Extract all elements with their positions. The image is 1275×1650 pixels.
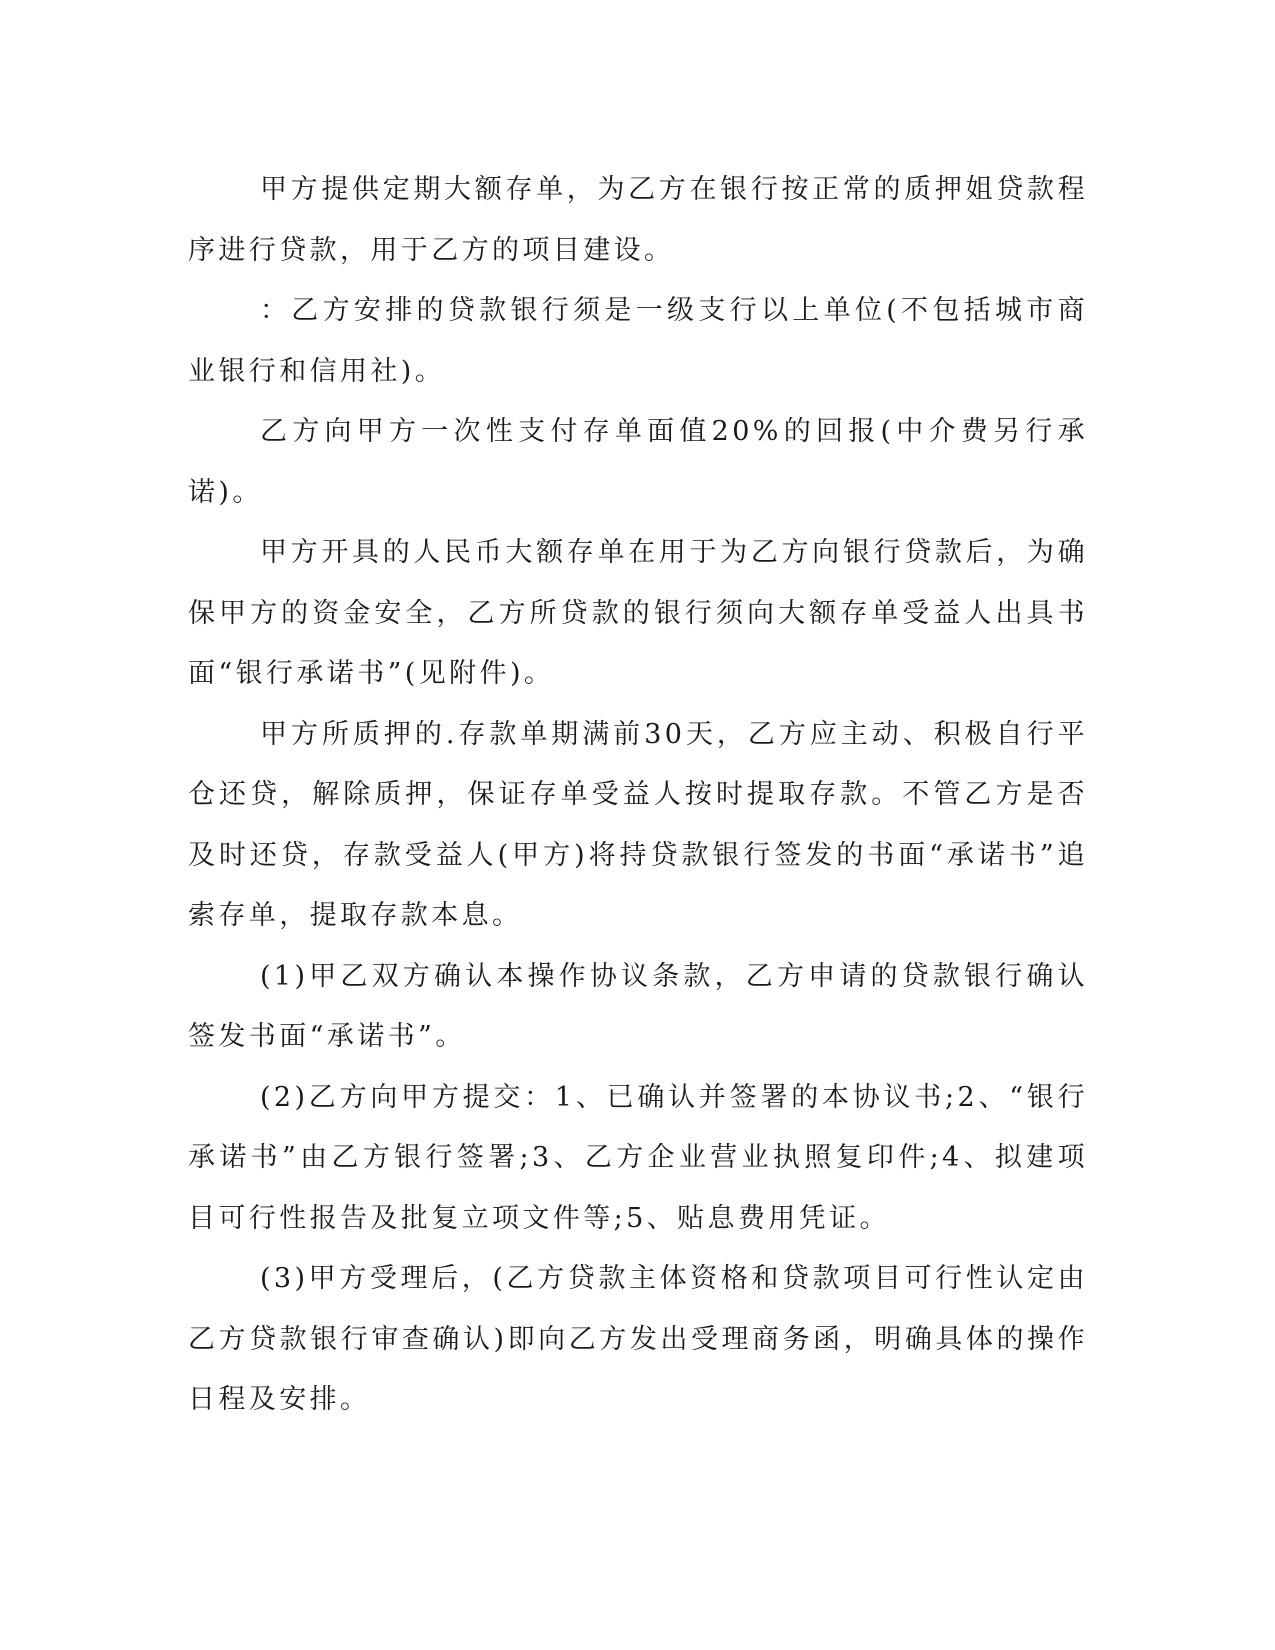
document-body [188, 160, 1088, 1431]
paragraph-5: 甲方所质押的.存款单期满前30天，乙方应主动、积极自行平仓还贷，解除质押，保证存单受益人按时提取存款。不管乙方是否及时还贷，存款受益人(甲方)将持贷款银行签发的书面“承诺书”追索存单，提取存款本息。 [188, 718, 1088, 931]
paragraph-1: 甲方提供定期大额存单，为乙方在银行按正常的质押姐贷款程序进行贷款，用于乙方的项目建设。 [188, 174, 1088, 266]
paragraph-3: 乙方向甲方一次性支付存单面值20%的回报(中介费另行承诺)。 [188, 416, 1088, 508]
paragraph-4: 甲方开具的人民币大额存单在用于为乙方向银行贷款后，为确保甲方的资金安全，乙方所贷款的银行须向大额存单受益人出具书面“银行承诺书”(见附件)。 [188, 537, 1088, 689]
paragraph-6: (1)甲乙双方确认本操作协议条款，乙方申请的贷款银行确认签发书面“承诺书”。 [188, 960, 1088, 1052]
paragraph-7: (2)乙方向甲方提交：1、已确认并签署的本协议书;2、“银行承诺书”由乙方银行签署;3、乙方企业营业执照复印件;4、拟建项目可行性报告及批复立项文件等;5、贴息费用凭证。 [188, 1081, 1088, 1234]
paragraph-8: (3)甲方受理后，(乙方贷款主体资格和贷款项目可行性认定由乙方贷款银行审查确认)即向乙方发出受理商务函，明确具体的操作日程及安排。 [188, 1263, 1088, 1415]
paragraph-2: ：乙方安排的贷款银行须是一级支行以上单位(不包括城市商业银行和信用社)。 [188, 295, 1088, 387]
